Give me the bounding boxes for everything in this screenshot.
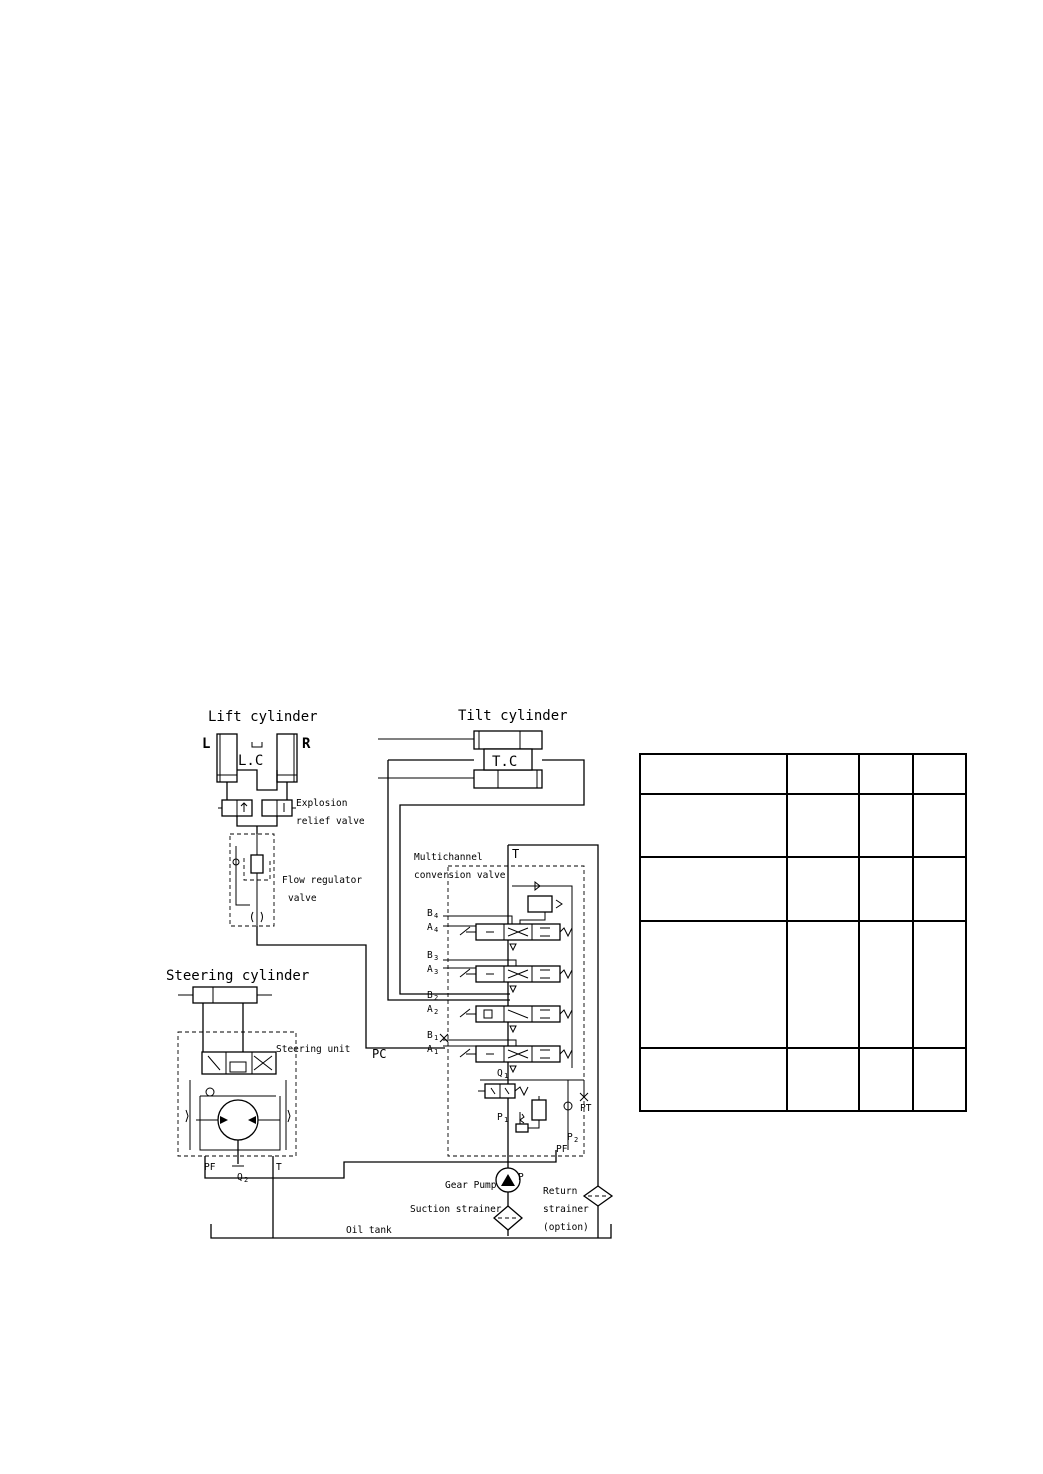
- tilt-cylinder-top: [474, 731, 542, 749]
- b1-label: B: [427, 1030, 433, 1041]
- p1-sub: 1: [504, 1116, 509, 1124]
- multichannel-label-2: conversion valve: [414, 870, 506, 881]
- b3-label: B: [427, 950, 433, 961]
- q2-sub: 2: [244, 1176, 249, 1184]
- steering-cylinder: [193, 987, 257, 1003]
- a2-sub: 2: [434, 1008, 439, 1016]
- q1-sub: 1: [504, 1072, 509, 1080]
- q1-label: Q: [497, 1068, 503, 1079]
- gear-pump-label: Gear Pump: [445, 1180, 497, 1191]
- multichannel-label-1: Multichannel: [414, 852, 483, 863]
- tilt-cylinder-title: Tilt cylinder: [458, 708, 568, 724]
- p1-label: P: [497, 1112, 503, 1123]
- t-top-label: T: [512, 847, 520, 861]
- q2-label: Q: [237, 1172, 243, 1183]
- tilt-cylinder-bottom: [474, 770, 542, 788]
- b4-label: B: [427, 908, 433, 919]
- pf-left-label: PF: [204, 1162, 216, 1173]
- spool-valve-2: [460, 1006, 572, 1032]
- suction-strainer-label: Suction strainer: [410, 1204, 502, 1215]
- pump-p-label: P: [518, 1172, 524, 1183]
- flow-regulator-valve: [230, 834, 445, 1048]
- lift-right-label: R: [302, 736, 311, 752]
- pc-label: PC: [372, 1047, 387, 1061]
- explosion-relief-label-1: Explosion: [296, 798, 348, 809]
- oil-tank-label: Oil tank: [346, 1225, 392, 1236]
- pt-label: PT: [580, 1103, 592, 1114]
- a3-label: A: [427, 964, 433, 975]
- b3-sub: 3: [434, 954, 439, 962]
- p2-label: P: [567, 1132, 573, 1143]
- b2-label: B: [427, 990, 433, 1001]
- empty-table: [640, 754, 966, 1111]
- return-strainer-label-3: (option): [543, 1222, 589, 1233]
- a1-label: A: [427, 1044, 433, 1055]
- p2-sub: 2: [574, 1136, 579, 1144]
- steering-unit-label: Steering unit: [276, 1044, 351, 1055]
- explosion-relief-label-2: relief valve: [296, 816, 365, 827]
- multichannel-conversion-valve: [372, 845, 598, 1236]
- flow-regulator-label-2: valve: [288, 893, 317, 904]
- return-strainer-label-2: strainer: [543, 1204, 589, 1215]
- tc-label: T.C: [492, 754, 518, 770]
- pf-right-label: PF: [556, 1144, 568, 1155]
- lc-label: L.C: [238, 753, 264, 769]
- a3-sub: 3: [434, 968, 439, 976]
- a2-label: A: [427, 1004, 433, 1015]
- b1-sub: 1: [434, 1034, 439, 1042]
- spool-valve-1: [440, 1034, 572, 1072]
- a4-sub: 4: [434, 926, 439, 934]
- a4-label: A: [427, 922, 433, 933]
- steering-spool: [202, 1052, 276, 1074]
- a1-sub: 1: [434, 1048, 439, 1056]
- lift-cylinder-group: [202, 709, 365, 834]
- b4-sub: 4: [434, 912, 439, 920]
- b2-sub: 2: [434, 994, 439, 1002]
- flow-regulator-label-1: Flow regulator: [282, 875, 363, 886]
- return-strainer-label-1: Return: [543, 1186, 578, 1197]
- lift-cylinder-title: Lift cylinder: [208, 709, 318, 725]
- steering-cylinder-title: Steering cylinder: [166, 968, 310, 984]
- lift-left-label: L: [202, 736, 211, 752]
- t-left-label: T: [276, 1162, 282, 1173]
